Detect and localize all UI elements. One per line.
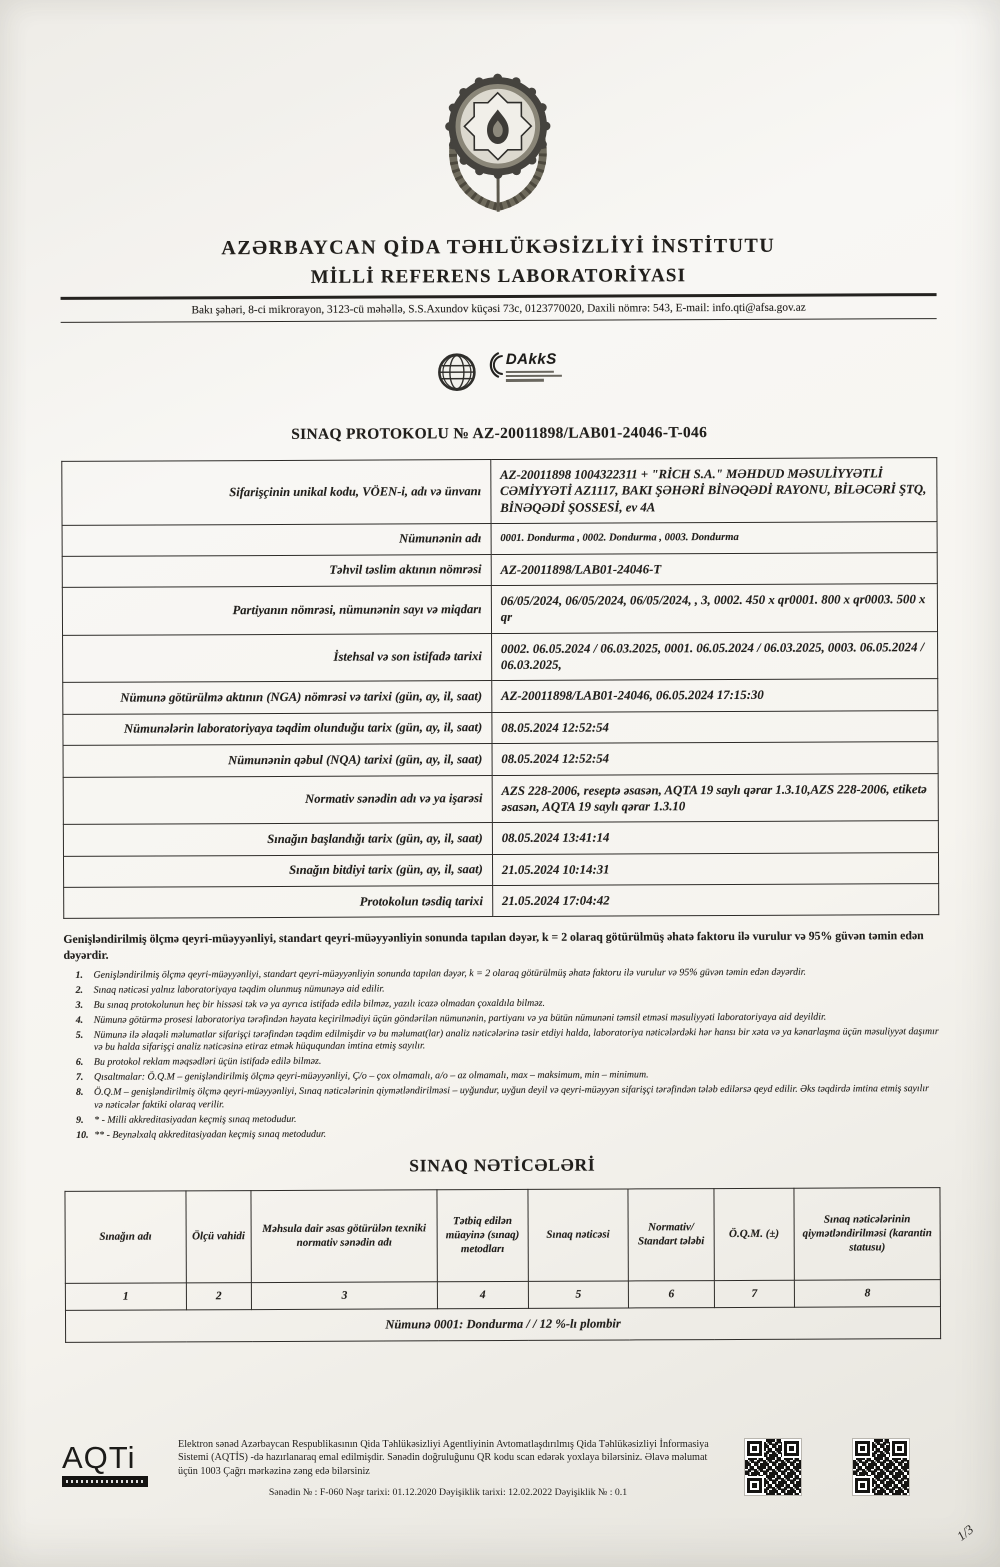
row-value: 06/05/2024, 06/05/2024, 06/05/2024, , 3, 0002. 450 x qr0001. 800 x qr0003. 500 x qr bbox=[491, 584, 937, 634]
column-number: 8 bbox=[794, 1280, 940, 1308]
row-value: 08.05.2024 12:52:54 bbox=[492, 710, 938, 743]
note-number: 5. bbox=[75, 1029, 84, 1041]
row-label: Protokolun təsdiq tarixi bbox=[64, 886, 493, 919]
table-row bbox=[63, 742, 938, 777]
address-line: Bakı şəhəri, 8-ci mikrorayon, 3123-cü məhəllə, S.S.Axundov küçəsi 73c, 0123770020, Daxili nömrə: 543, E-mail: info.qti@afsa.gov.az bbox=[191, 301, 806, 316]
column-header: Sınaq nəticələrinin qiymətləndirilməsi (karantin statusu) bbox=[794, 1188, 940, 1281]
aqti-logo-bar bbox=[62, 1476, 148, 1487]
row-label: Təhvil təslim aktının nömrəsi bbox=[62, 554, 491, 587]
note-item bbox=[64, 1054, 940, 1070]
row-label: Sınağın bitdiyi tarix (gün, ay, il, saat) bbox=[63, 854, 492, 887]
note-item bbox=[63, 966, 939, 982]
row-label: Nümunələrin laboratoriyaya təqdim olunduğu tarix (gün, ay, il, saat) bbox=[63, 712, 492, 745]
row-label: İstehsal və son istifadə tarixi bbox=[63, 633, 492, 683]
row-value: AZS 228-2006, reseptə əsasən, AQTA 19 saylı qərar 1.3.10,AZS 228-2006, etiketə əsasən, AQTA 19 saylı qərar 1.3.10 bbox=[492, 773, 938, 823]
table-row bbox=[63, 821, 938, 856]
notes-list bbox=[63, 966, 940, 1142]
note-text: Bu protokol reklam məqsədləri üçün istifadə edilə bilməz. bbox=[93, 1056, 322, 1069]
note-item bbox=[64, 1126, 940, 1142]
table-row bbox=[63, 631, 938, 683]
note-item bbox=[64, 1068, 940, 1084]
note-number: 7. bbox=[75, 1072, 84, 1084]
row-value: 0002. 06.05.2024 / 06.03.2025, 0001. 06.05.2024 / 06.03.2025, 0003. 06.05.2024 / 06.03.2025, bbox=[491, 631, 937, 681]
note-number: 8. bbox=[76, 1087, 84, 1099]
row-value: 08.05.2024 12:52:54 bbox=[492, 742, 938, 775]
note-item bbox=[64, 1083, 940, 1112]
note-text: ** - Beynəlxalq akkreditasiyadan keçmiş sınaq metodudur. bbox=[94, 1128, 327, 1141]
accreditation-logos bbox=[61, 349, 937, 397]
uncertainty-statement: Genişləndirilmiş ölçmə qeyri-müəyyənliyi, standart qeyri-müəyyənliyin sonunda tapılan dəyər, k = 2 olaraq götürülmüş əhatə faktoru ilə vurulur və 95% güvən təmin edən dəyərdir. bbox=[63, 928, 924, 962]
azerbaijan-state-emblem-icon bbox=[60, 62, 937, 222]
note-item bbox=[64, 1011, 940, 1027]
results-header-row bbox=[65, 1188, 940, 1284]
note-text: Nümunə ilə əlaqəli məlumatlar sifarişçi tərəfindən təqdim edilmişdir və bu məlumat(lar) analiz nəticələrinə təsir etdiyi halda, laboratoriya nəticələrdəki hər hansı bir xəta və ya kənarlaşma üçün məsuliyyət daşımır və bu halda sifarişçi analiz nəticəsinə etiraz etmək hüququndan imtina etmiş sayılır. bbox=[93, 1026, 939, 1054]
row-label: Nümunənin adı bbox=[62, 524, 491, 556]
aqti-logo-text: AQTi bbox=[62, 1440, 136, 1475]
dakks-logo bbox=[488, 351, 562, 382]
qr-codes bbox=[744, 1436, 910, 1496]
note-text: Nümunə götürmə prosesi laboratoriya tərəfindən həyata keçirilmədiyi üçün göndərilən nümunənin, partiyanı və ya bütün nümunəni təmsil etməsi məsuliyyəti laboratoriyaya aid deyildir. bbox=[93, 1011, 827, 1026]
row-label: Sınağın başlandığı tarix (gün, ay, il, saat) bbox=[63, 823, 492, 856]
column-header: Tətbiq edilən müayinə (sınaq) metodları bbox=[437, 1190, 528, 1282]
table-row bbox=[62, 458, 937, 526]
row-value: 08.05.2024 13:41:14 bbox=[492, 821, 938, 854]
row-value: AZ-20011898 1004322311 + "RİCH S.A." MƏHDUD MƏSULİYYƏTLİ CƏMİYYƏTİ AZ1117, BAKI ŞƏHƏRİ BİNƏQƏDİ RAYONU, BİLƏCƏRİ ŞTQ, BİNƏQƏDİ ŞOSSESİ, ev 4A bbox=[491, 458, 938, 524]
table-row bbox=[63, 773, 938, 825]
note-number: 1. bbox=[75, 969, 83, 981]
note-number: 3. bbox=[75, 999, 84, 1011]
note-text: Ö.Q.M – genişləndirilmiş ölçmə qeyri-müəyyənliyi, Sınaq nəticələrinin qiymətləndirilməsi – uyğundur, uyğun deyil və qeyri-müəyyən sifarişçi tərəfindən tələb edilərsə qeyd edilir. Əks təqdirdə imtina etmiş sayılır və nəticələr faktiki olaraq verilir. bbox=[94, 1083, 930, 1111]
qr-code-2 bbox=[852, 1438, 910, 1496]
note-number: 10. bbox=[76, 1129, 89, 1141]
note-item bbox=[64, 996, 940, 1012]
column-number: 7 bbox=[714, 1280, 795, 1307]
dakks-label: DAkkS bbox=[505, 350, 557, 369]
note-number: 9. bbox=[76, 1114, 84, 1126]
table-row bbox=[63, 679, 938, 714]
note-text: Genişləndirilmiş ölçmə qeyri-müəyyənliyi, standart qeyri-müəyyənliyin sonunda tapılan dəyər, k = 2 olaraq götürülmüş əhatə faktoru ilə vurulur və 95% güvən təmin edən dəyərdir. bbox=[93, 966, 807, 981]
footer-doc-line: Sənədin № : F-060 Nəşr tarixi: 01.12.2020 Dəyişiklik tarixi: 12.02.2022 Dəyişiklik № : 0.1 bbox=[268, 1486, 628, 1498]
table-row bbox=[62, 552, 937, 587]
results-table bbox=[64, 1187, 941, 1343]
row-label: Sifarişçinin unikal kodu, VÖEN-i, adı və ünvanı bbox=[62, 460, 491, 526]
column-number: 3 bbox=[251, 1282, 437, 1310]
column-header: Normativ/ Standart tələbi bbox=[628, 1189, 714, 1281]
results-section-title: SINAQ NƏTİCƏLƏRİ bbox=[409, 1154, 596, 1176]
column-header: Məhsula dair əsas götürülən texniki normativ sənədin adı bbox=[251, 1190, 437, 1283]
institute-name: AZƏRBAYCAN QİDA TƏHLÜKƏSİZLİYİ İNSTİTUTU bbox=[221, 234, 776, 260]
sample-title: Nümunə 0001: Dondurma / / 12 %-lı plombir bbox=[65, 1307, 940, 1343]
sample-header-row bbox=[65, 1307, 940, 1343]
note-number: 4. bbox=[75, 1014, 84, 1026]
address-divider bbox=[61, 318, 937, 323]
column-number: 5 bbox=[528, 1281, 629, 1308]
row-label: Partiyanın nömrəsi, nümunənin sayı və miqdarı bbox=[62, 585, 491, 635]
laboratory-name: MİLLİ REFERENS LABORATORİYASI bbox=[310, 265, 687, 288]
row-label: Nümunə götürülmə aktının (NGA) nömrəsi və tarixi (gün, ay, il, saat) bbox=[63, 681, 492, 714]
note-item bbox=[64, 1111, 940, 1127]
note-item bbox=[64, 1026, 940, 1055]
row-value: 21.05.2024 10:14:31 bbox=[492, 852, 938, 885]
note-text: Bu sınaq protokolunun heç bir hissəsi tək və ya ayrıca istifadə edilə bilməz, yazılı icazə olmadan çoxaldıla bilməz. bbox=[93, 997, 546, 1011]
qr-code-1 bbox=[744, 1438, 802, 1496]
column-number: 6 bbox=[629, 1281, 715, 1308]
column-header: Sınaq nəticəsi bbox=[528, 1189, 629, 1281]
protocol-title: SINAQ PROTOKOLU № AZ-20011898/LAB01-24046-T-046 bbox=[291, 424, 708, 444]
table-row bbox=[63, 852, 938, 887]
column-number-row bbox=[65, 1280, 940, 1311]
note-text: * - Milli akkreditasiyadan keçmiş sınaq metodudur. bbox=[94, 1113, 297, 1126]
protocol-info-table bbox=[61, 457, 939, 919]
table-row bbox=[62, 522, 937, 556]
table-row bbox=[63, 710, 938, 745]
row-label: Nümunənin qəbul (NQA) tarixi (gün, ay, il, saat) bbox=[63, 744, 492, 777]
footer-info-text: Elektron sənəd Azərbaycan Respublikasının Qida Təhlükəsizliyi Agentliyinin Avtomatlaşdırılmış Qida Təhlükəsizliyi İnformasiya Sistemi (AQTİS) -də hazırlanaraq emal edilmişdir. Sənədin doğruluğunu QR kodu scan edərək yoxlaya bilərsiniz. Əlavə məlumat üçün 1003 Çağrı mərkəzinə zəng edə bilərsiniz bbox=[178, 1439, 709, 1477]
column-number: 4 bbox=[437, 1282, 528, 1309]
note-item bbox=[64, 981, 940, 997]
column-header: Ölçü vahidi bbox=[186, 1191, 252, 1283]
table-row bbox=[64, 884, 939, 919]
column-number: 2 bbox=[186, 1283, 251, 1310]
aqti-logo bbox=[62, 1436, 154, 1487]
table-row bbox=[62, 584, 937, 636]
note-text: Qısaltmalar: Ö.Q.M – genişləndirilmiş ölçmə qeyri-müəyyənliyi, Ç/o – çox olmamalı, a/o – az olmamalı, max – maksimum, min – minimum. bbox=[93, 1069, 649, 1084]
header-divider bbox=[61, 293, 937, 299]
dakks-arcs-icon bbox=[488, 351, 503, 379]
page-number: 1/3 bbox=[954, 1521, 977, 1544]
footer-text-block bbox=[178, 1436, 718, 1499]
note-number: 2. bbox=[75, 984, 84, 996]
row-label: Normativ sənədin adı və ya işarəsi bbox=[63, 775, 492, 825]
note-text: Sınaq nəticəsi yalnız laboratoriyaya təqdim olunmuş nümunəyə aid edilir. bbox=[93, 983, 385, 996]
row-value: 0001. Dondurma , 0002. Dondurma , 0003. Dondurma bbox=[491, 522, 937, 554]
document-footer bbox=[62, 1436, 948, 1499]
column-number: 1 bbox=[65, 1283, 186, 1311]
note-number: 6. bbox=[75, 1057, 84, 1069]
ilac-globe-icon bbox=[436, 351, 478, 398]
column-header: Ö.Q.M. (±) bbox=[714, 1188, 795, 1280]
row-value: AZ-20011898/LAB01-24046-T bbox=[491, 552, 937, 585]
column-header: Sınağın adı bbox=[65, 1191, 186, 1284]
row-value: 21.05.2024 17:04:42 bbox=[492, 884, 938, 917]
row-value: AZ-20011898/LAB01-24046, 06.05.2024 17:15:30 bbox=[491, 679, 937, 712]
